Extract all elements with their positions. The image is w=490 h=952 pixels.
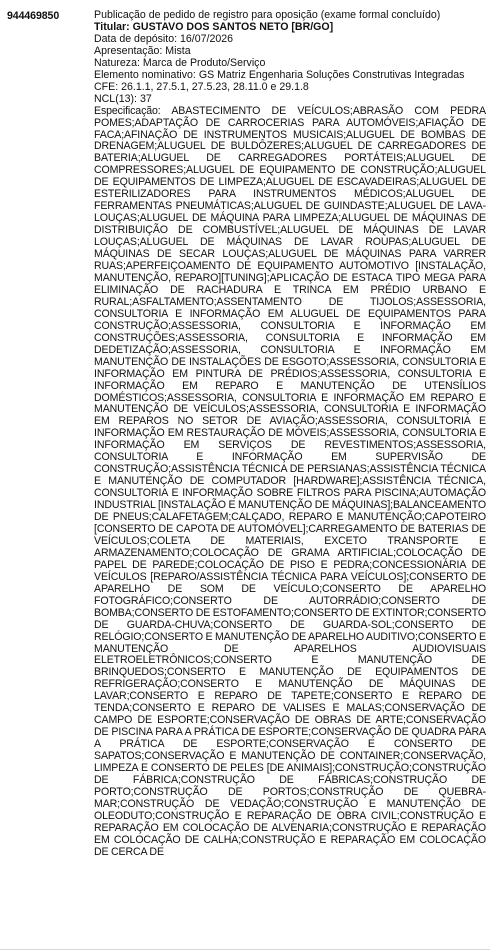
holder-value: GUSTAVO DOS SANTOS NETO [BR/GO]	[132, 20, 334, 33]
filing-date-label: Data de depósito:	[94, 32, 178, 45]
cfe-row	[94, 82, 486, 94]
ncl-value: 37	[139, 92, 152, 105]
ncl-label: NCL(13):	[94, 92, 137, 105]
nature-value: Marca de Produto/Serviço	[142, 56, 266, 69]
holder-label: Titular:	[94, 20, 130, 33]
cfe-value: 26.1.1, 27.5.1, 27.5.23, 28.11.0 e 29.1.8	[121, 80, 309, 93]
nominative-element-value: GS Matriz Engenharia Soluções Construtivas Integradas	[198, 68, 465, 81]
specification-text: ABASTECIMENTO DE VEÍCULOS;ABRASÃO COM PEDRA POMES;ADAPTAÇÃO DE CARROCERIAS PARA AUTOMÓVEIS;AFIAÇÃO DE FACA;AFINAÇÃO DE INSTRUMENTOS MUSICAIS;ALUGUEL DE BOMBAS DE DRENAGEM;ALUGUEL DE BULDÔZERES;ALUGUEL DE CARREGADORES DE BATERIA;ALUGUEL DE CARREGADORES PORTÁTEIS;ALUGUEL DE COMPRESSORES;ALUGUEL DE EQUIPAMENTO DE CONSTRUÇÃO;ALUGUEL DE EQUIPAMENTOS DE LIMPEZA;ALUGUEL DE ESCAVADEIRAS;ALUGUEL DE ESTERILIZADORES PARA INSTRUMENTOS MÉDICOS;ALUGUEL DE FERRAMENTAS PNEUMÁTICAS;ALUGUEL DE GUINDASTE;ALUGUEL DE LAVA-LOUÇAS;ALUGUEL DE MÁQUINA PARA LIMPEZA;ALUGUEL DE MÁQUINAS DE DISTRIBUIÇÃO DE COMBUSTÍVEL;ALUGUEL DE MÁQUINAS DE LAVAR LOUÇAS;ALUGUEL DE MÁQUINAS DE LAVAR ROUPAS;ALUGUEL DE MÁQUINAS DE SECAR LOUÇAS;ALUGUEL DE MÁQUINAS PARA VARRER RUAS;APERFEIÇOAMENTO DE EQUIPAMENTO AUTOMOTIVO [INSTALAÇÃO, MANUTENÇÃO, REPARO][TUNING];APLICAÇÃO DE ESTACA TIPO MEGA PARA ELIMINAÇÃO DE RACHADURA E TRINCA EM PRÉDIO URBANO E RURAL;ASFALTAMENTO;ASSENTAMENTO DE TIJOLOS;ASSESSORIA, CONSULTORIA E INFORMAÇÃO EM ALUGUEL DE EQUIPAMENTOS PARA CONSTRUÇÃO;ASSESSORIA, CONSULTORIA E INFORMAÇÃO EM CONSTRUÇÕES;ASSESSORIA, CONSULTORIA E INFORMAÇÃO EM DEDETIZAÇÃO;ASSESSORIA, CONSULTORIA E INFORMAÇÃO EM MANUTENÇÃO DE INSTALAÇÕES DE ESGOTO;ASSESSORIA, CONSULTORIA E INFORMAÇÃO EM PINTURA DE PRÉDIOS;ASSESSORIA, CONSULTORIA E INFORMAÇÃO EM REPARO E MANUTENÇÃO DE UTENSÍLIOS DOMÉSTICOS;ASSESSORIA, CONSULTORIA E INFORMAÇÃO EM REPARO E MANUTENÇÃO DE VEÍCULOS;ASSESSORIA, CONSULTORIA E INFORMAÇÃO EM REPAROS NO SETOR DE AVIAÇÃO;ASSESSORIA, CONSULTORIA E INFORMAÇÃO EM RESTAURAÇÃO DE MÓVEIS;ASSESSORIA, CONSULTORIA E INFORMAÇÃO EM SERVIÇOS DE REVESTIMENTOS;ASSESSORIA, CONSULTORIA E INFORMAÇÃO EM SUPERVISÃO DE CONSTRUÇÃO;ASSISTÊNCIA TÉCNICA DE PERSIANAS;ASSISTÊNCIA TÉCNICA E MANUTENÇÃO DE COMPUTADOR [HARDWARE];ASSISTÊNCIA TÉCNICA, CONSULTORIA E INFORMAÇÃO SOBRE FILTROS PARA PISCINA;AUTOMAÇÃO INDUSTRIAL [INSTALAÇÃO E MANUTENÇÃO DE MÁQUINAS];BALANCEAMENTO DE PNEUS;CALAFETAGEM;CALÇADO, REPARO E MANUTENÇÃO;CAPOTEIRO [CONSERTO DE CAPOTA DE AUTOMÓVEL];CARREGAMENTO DE BATERIAS DE VEÍCULOS;COLETA DE MATERIAIS, EXCETO TRANSPORTE E ARMAZENAMENTO;COLOCAÇÃO DE GRAMA ARTIFICIAL;COLOCAÇÃO DE PAPEL DE PAREDE;COLOCAÇÃO DE PISO E PEDRA;CONCESSIONÁRIA DE VEÍCULOS [REPARO/ASSISTÊNCIA TÉCNICA PARA VEÍCULOS];CONSERTO DE APARELHO DE SOM DE VEÍCULO;CONSERTO DE APARELHO FOTOGRÁFICO;CONSERTO DE AUTORRÁDIO;CONSERTO DE BOMBA;CONSERTO DE ESTOFAMENTO;CONSERTO DE EXTINTOR;CONSERTO DE GUARDA-CHUVA;CONSERTO DE GUARDA-SOL;CONSERTO DE RELÓGIO;CONSERTO E MANUTENÇÃO DE APARELHO AUDITIVO;CONSERTO E MANUTENÇÃO DE APARELHOS AUDIOVISUAIS ELETROELETRÔNICOS;CONSERTO E MANUTENÇÃO DE BRINQUEDOS;CONSERTO E MANUTENÇÃO DE EQUIPAMENTOS DE REFRIGERAÇÃO;CONSERTO E MANUTENÇÃO DE MÁQUINAS DE LAVAR;CONSERTO E REPARO DE TAPETE;CONSERTO E REPARO DE TENDA;CONSERTO E REPARO DE VALISES E MALAS;CONSERVAÇÃO DE CAMPO DE ESPORTE;CONSERVAÇÃO DE OBRAS DE ARTE;CONSERVAÇÃO DE PISCINA PARA A PRÁTICA DE ESPORTE;CONSERVAÇÃO DE QUADRA PARA A PRÁTICA DE ESPORTE;CONSERVAÇÃO E CONSERTO DE SAPATOS;CONSERVAÇÃO E MANUTENÇÃO DE CONTAINER;CONSERVAÇÃO, LIMPEZA E CONSERTO DE PELES [DE ANIMAIS];CONSTRUÇÃO;CONSTRUÇÃO DE FÁBRICA;CONSTRUÇÃO DE FÁBRICAS;CONSTRUÇÃO DE PORTO;CONSTRUÇÃO DE PORTOS;CONSTRUÇÃO DE QUEBRA-MAR;CONSTRUÇÃO DE VEDAÇÃO;CONSTRUÇÃO E MANUTENÇÃO DE OLEODUTO;CONSTRUÇÃO E REPARAÇÃO DE OBRA CIVIL;CONSTRUÇÃO E REPARAÇÃO EM COLOCAÇÃO DE ALVENARIA;CONSTRUÇÃO E REPARAÇÃO EM COLOCAÇÃO DE CALHA;CONSTRUÇÃO E REPARAÇÃO EM COLOCAÇÃO DE CERCA DE	[94, 104, 487, 858]
specification-block	[94, 106, 486, 859]
cfe-label: CFE:	[94, 80, 119, 93]
filing-date-value: 16/07/2026	[180, 32, 234, 45]
presentation-value: Mista	[165, 44, 191, 57]
presentation-label: Apresentação:	[94, 44, 163, 57]
nature-label: Natureza:	[94, 56, 140, 69]
nominative-element-label: Elemento nominativo:	[94, 68, 196, 81]
process-number: 944469850	[7, 10, 60, 22]
bottom-divider	[0, 949, 490, 950]
dispatch-description: Publicação de pedido de registro para oposição (exame formal concluído)	[94, 9, 441, 21]
trademark-entry	[94, 10, 486, 859]
specification-label: Especificação:	[94, 104, 161, 117]
